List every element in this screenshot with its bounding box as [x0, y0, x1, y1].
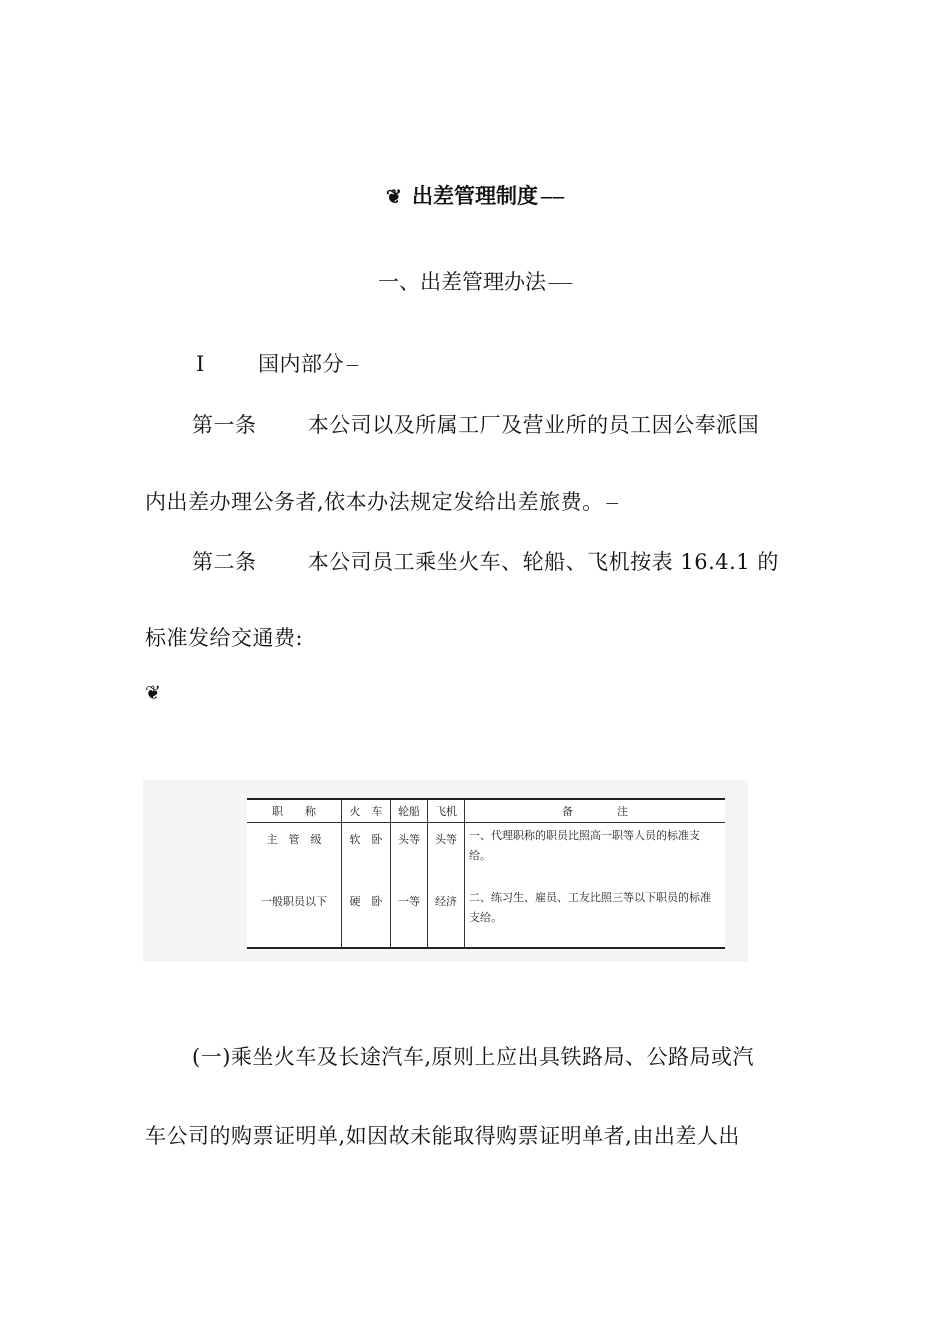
- section-heading: [0, 266, 950, 296]
- cell-train: 软 卧: [342, 823, 391, 886]
- section-numeral: I: [196, 352, 205, 376]
- column-header: 飞机: [428, 799, 465, 823]
- cell-train: 硬 卧: [342, 885, 391, 948]
- article1-text1: 本公司以及所属工厂及营业所的员工因公奉派国: [307, 413, 760, 437]
- table-figure: [143, 780, 748, 962]
- cell-title: 一般职员以下: [247, 885, 342, 948]
- paragraph-mark-icon: ——: [539, 190, 564, 205]
- article1-text2: 内出差办理公务者,依本办法规定发给出差旅费。: [145, 490, 604, 514]
- para3-line2: [145, 1120, 740, 1150]
- cell-ship: 一等: [391, 885, 428, 948]
- cell-note: 二、练习生、雇员、工友比照三等以下职员的标准支给。: [465, 885, 726, 948]
- para3-text2: 车公司的购票证明单,如因故未能取得购票证明单者,由出差人出: [145, 1124, 740, 1148]
- ornament-icon: ❦: [386, 186, 402, 208]
- cell-plane: 经济: [428, 885, 465, 948]
- cell-note: 一、代理职称的职员比照高一职等人员的标准支给。: [465, 823, 726, 886]
- cell-ship: 头等: [391, 823, 428, 886]
- document-title: [0, 180, 950, 210]
- table-row: [247, 885, 725, 948]
- column-header: 职 称: [247, 799, 342, 823]
- para3-text1: (一)乘坐火车及长途汽车,原则上应出具铁路局、公路局或汽: [192, 1045, 755, 1069]
- cell-plane: 头等: [428, 823, 465, 886]
- article2-text1: 本公司员工乘坐火车、轮船、飞机按表 16.4.1 的: [307, 550, 779, 574]
- column-header: 备 注: [465, 799, 726, 823]
- table-row: [247, 823, 725, 886]
- section-label: [196, 348, 358, 378]
- article2-line2: [145, 622, 303, 652]
- article1-line1: [192, 409, 759, 439]
- title-text: 出差管理制度: [411, 183, 538, 208]
- paragraph-mark-icon: ——: [548, 276, 572, 291]
- article2-label: 第二条: [192, 550, 257, 574]
- article2-line1: [192, 546, 779, 576]
- cell-title: 主 管 级: [247, 823, 342, 886]
- paragraph-mark-icon: —: [345, 358, 358, 373]
- ornament-icon: ❦: [145, 682, 161, 704]
- article2-text2: 标准发给交通费:: [145, 626, 304, 650]
- column-header: 火 车: [342, 799, 391, 823]
- transport-fee-table: [247, 798, 725, 949]
- paragraph-mark-icon: —: [605, 496, 618, 511]
- subtitle-text: 一、出差管理办法: [378, 270, 546, 294]
- section-title: 国内部分: [257, 352, 344, 376]
- article1-label: 第一条: [192, 413, 257, 437]
- column-header: 轮船: [391, 799, 428, 823]
- table-header-row: [247, 799, 725, 823]
- article1-line2: [145, 486, 618, 516]
- para3-line1: [192, 1041, 754, 1071]
